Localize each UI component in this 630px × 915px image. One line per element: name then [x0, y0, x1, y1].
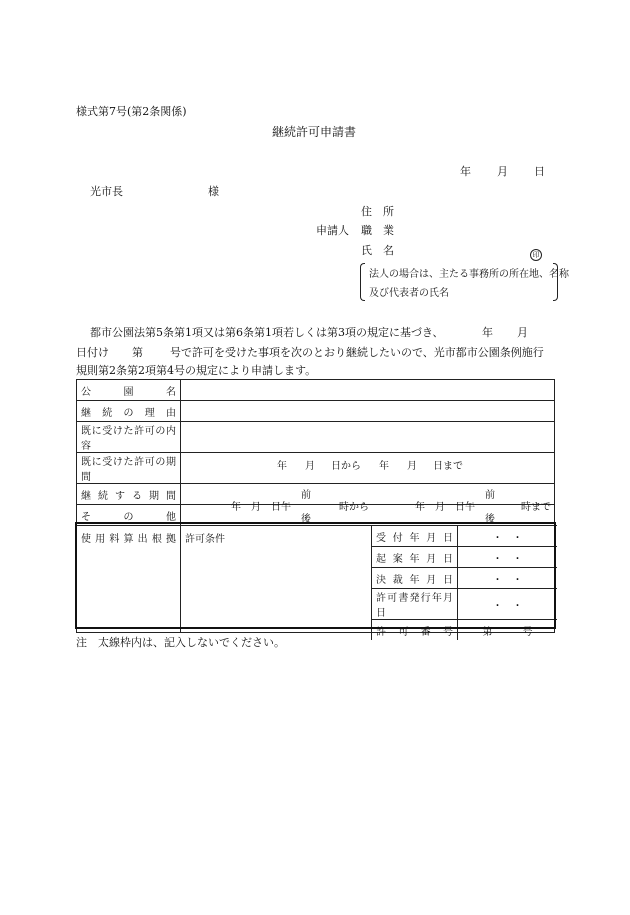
row-park-name	[77, 380, 555, 401]
prior-permit-field[interactable]	[181, 422, 555, 453]
approved-date-value: ・ ・	[458, 568, 558, 589]
body-line1-year: 年	[482, 326, 493, 339]
permit-number-value: 第 号	[458, 620, 558, 641]
form-number: 様式第7号(第2条関係)	[76, 105, 187, 118]
date-month: 月	[497, 165, 508, 178]
received-date-label: 受付年月日	[372, 526, 458, 547]
continue-ymd1: 年 月 日午	[231, 502, 291, 513]
seal-mark: 印	[530, 242, 542, 261]
office-use-table	[371, 525, 557, 640]
corporate-note-line2: 及び代表者の氏名	[369, 288, 449, 299]
row-reason	[77, 401, 555, 422]
row-other	[77, 505, 555, 526]
other-label: その他	[77, 505, 181, 526]
note-bracket-right	[553, 263, 558, 301]
received-date-value: ・ ・	[458, 526, 558, 547]
reason-label: 継続の理由	[77, 401, 181, 422]
body-line2-c: 号で許可を受けた事項を次のとおり継続したいので、光市都市公園条例施行	[170, 346, 544, 359]
prior-permit-label: 既に受けた許可の内容	[77, 422, 181, 453]
continue-until: 時まで	[521, 502, 551, 513]
issued-date-label: 許可書発行年月日	[372, 589, 458, 620]
park-name-label: 公園名	[77, 380, 181, 401]
prior-year2: 年	[379, 461, 389, 472]
continue-am1: 前	[301, 490, 311, 501]
continue-pm1: 後	[301, 514, 311, 525]
application-table	[76, 379, 555, 638]
footnote: 注 太線枠内は、記入しないでください。	[76, 636, 285, 649]
fee-basis-label: 使用料算出根拠	[77, 526, 181, 633]
prior-month1: 月	[305, 461, 315, 472]
applicant-label: 申請人	[316, 224, 349, 237]
office-row-drafted	[372, 547, 558, 568]
document-title: 継続許可申請書	[272, 125, 357, 139]
approved-date-label: 決裁年月日	[372, 568, 458, 589]
row-continue-period	[77, 484, 555, 505]
note-bracket-left	[360, 263, 365, 301]
continue-period-field[interactable]	[181, 484, 555, 525]
corporate-note-line1: 法人の場合は、主たる事務所の所在地、名称	[369, 269, 569, 280]
date-year: 年	[460, 165, 471, 178]
prior-period-field[interactable]	[181, 453, 555, 484]
issued-date-value: ・ ・	[458, 589, 558, 620]
office-row-approved	[372, 568, 558, 589]
body-line2-a: 日付け	[76, 346, 109, 359]
office-row-received	[372, 526, 558, 547]
addressee-honorific: 様	[208, 185, 219, 198]
row-prior-period	[77, 453, 555, 484]
body-line1: 都市公園法第5条第1項又は第6条第1項若しくは第3項の規定に基づき、	[90, 326, 444, 339]
applicant-address-label: 住 所	[361, 205, 394, 218]
park-name-field[interactable]	[181, 380, 555, 401]
office-use-area	[181, 526, 555, 638]
applicant-occupation-label: 職 業	[361, 224, 394, 237]
applicant-name-label: 氏 名	[361, 244, 394, 257]
permit-number-label: 許可番号	[372, 620, 458, 641]
date-day: 日	[534, 165, 545, 178]
drafted-date-value: ・ ・	[458, 547, 558, 568]
addressee-name: 光市長	[90, 185, 123, 198]
drafted-date-label: 起案年月日	[372, 547, 458, 568]
row-office-use	[77, 526, 555, 633]
row-prior-permit	[77, 422, 555, 453]
prior-year1: 年	[277, 461, 287, 472]
prior-until: 日まで	[433, 461, 463, 472]
reason-field[interactable]	[181, 401, 555, 422]
office-row-permit-number	[372, 620, 558, 641]
continue-ymd2: 年 月 日午	[415, 502, 475, 513]
prior-month2: 月	[407, 461, 417, 472]
body-line1-month: 月	[517, 326, 528, 339]
body-line2-b: 第	[132, 346, 143, 359]
continue-am2: 前	[485, 490, 495, 501]
conditions-label: 許可条件	[185, 534, 225, 545]
continue-period-label: 継続する期間	[77, 484, 181, 505]
body-line3: 規則第2条第2項第4号の規定により申請します。	[76, 364, 317, 377]
prior-period-label: 既に受けた許可の期間	[77, 453, 181, 484]
office-row-issued	[372, 589, 558, 620]
continue-pm2: 後	[485, 514, 495, 525]
prior-from: 日から	[331, 461, 361, 472]
continue-from: 時から	[339, 502, 369, 513]
